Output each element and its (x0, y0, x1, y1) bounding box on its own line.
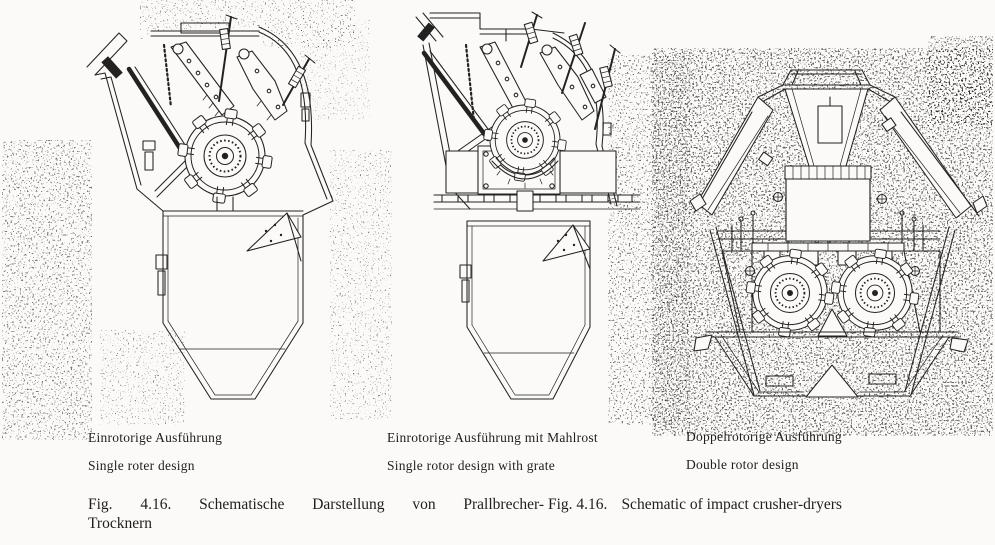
label-de-single-rotor-grate: Einrotorige Ausführung mit Mahlrost (387, 430, 598, 445)
discharge-chamber (460, 221, 590, 399)
label-en-double-rotor: Double rotor design (686, 457, 799, 472)
label-en-single-rotor: Single roter design (88, 458, 195, 473)
figure-caption-german-line2: Trocknern (88, 515, 153, 533)
label-de-single-rotor: Einrotorige Ausführung (88, 430, 223, 445)
diagram-single-rotor-crusher-with-grate (390, 3, 655, 415)
figure-caption-german-line1: Fig. 4.16. Schematische Darstellung von Prallbrecher- (88, 496, 544, 513)
figure-caption-english-text: Schematic of impact crusher-dryers (621, 496, 842, 513)
label-de-double-rotor: Doppelrotorige Ausführung (686, 429, 842, 444)
grinding-chamber (785, 166, 871, 241)
figure-caption-english (548, 495, 988, 514)
discharge-hoppers (694, 332, 968, 397)
rotor-left (746, 249, 834, 337)
figure-caption-english-number: Fig. 4.16. (548, 496, 608, 513)
discharge-chamber (156, 211, 303, 399)
label-en-single-rotor-grate: Single rotor design with grate (387, 458, 555, 473)
figure-caption-german (88, 495, 544, 534)
feed-chute (783, 70, 870, 166)
diagram-double-rotor-crusher (688, 55, 988, 423)
diagram-single-rotor-crusher (85, 5, 340, 403)
